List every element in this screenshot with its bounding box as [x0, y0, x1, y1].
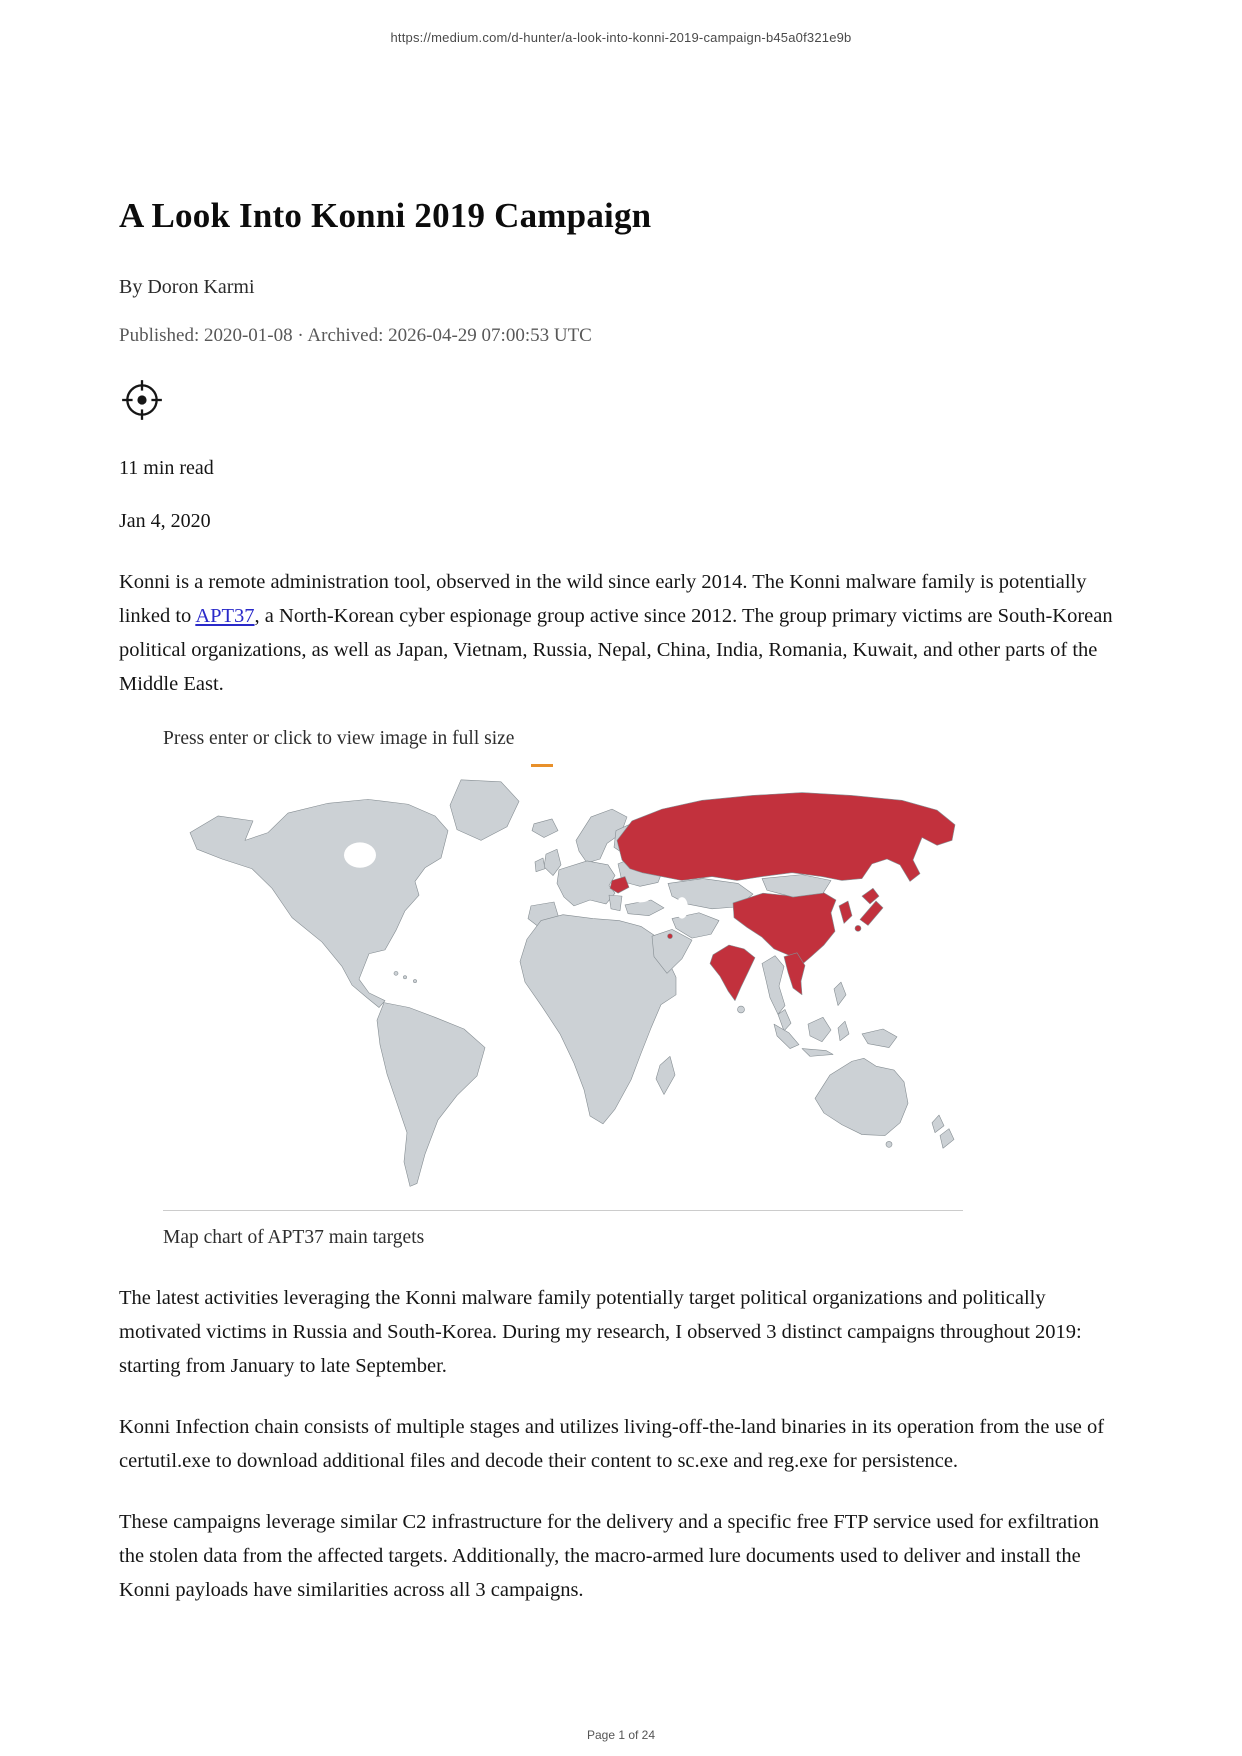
world-map-image[interactable] [163, 764, 963, 1211]
read-time: 11 min read [119, 457, 214, 479]
intro-text-after: , a North-Korean cyber espionage group active since 2012. The group primary victims are South-Korean political organizations, as well as Japan, Vietnam, Russia, Nepal, China, India, Romania, Kuwait, and other parts of the Middle East. [119, 605, 1113, 696]
apt37-link[interactable]: APT37 [195, 605, 255, 628]
intro-text-before: Konni is a remote administration tool, observed in the wild since early 2014. The Konni malware family is potentially linked to [119, 571, 1087, 628]
press-to-view-hint: Press enter or click to view image in full size [163, 728, 515, 750]
body-paragraph-2: Konni Infection chain consists of multiple stages and utilizes living-off-the-land binaries in its operation from the use of certutil.exe to download additional files and decode their content to sc.exe and reg.exe for persistence. [119, 1416, 1105, 1473]
author-byline: By Doron Karmi [119, 276, 255, 298]
intro-paragraph [119, 565, 1121, 701]
page-url: https://medium.com/d-hunter/a-look-into-konni-2019-campaign-b45a0f321e9b [390, 30, 852, 45]
world-map [163, 772, 963, 1202]
article-content [119, 196, 1121, 1634]
published-archived-line: Published: 2020-01-08 · Archived: 2026-04-29 07:00:53 UTC [119, 325, 592, 346]
accent-dash [531, 764, 553, 767]
figure-caption: Map chart of APT37 main targets [163, 1227, 425, 1249]
publish-date: Jan 4, 2020 [119, 510, 211, 532]
target-avatar-icon [119, 377, 165, 423]
landmass-gray-overlay [762, 875, 831, 897]
page-number: Page 1 of 24 [586, 1728, 656, 1742]
body-paragraph-3: These campaigns leverage similar C2 infrastructure for the delivery and a specific free FTP service used for exfiltration the stolen data from the affected targets. Additionally, the macro-armed lure documents used to deliver and install the Konni payloads have similarities across all 3 campaigns. [119, 1511, 1100, 1602]
article-title: A Look Into Konni 2019 Campaign [119, 196, 652, 235]
body-paragraph-1: The latest activities leveraging the Konni malware family potentially target political organizations and politically motivated victims in Russia and South-Korea. During my research, I observed 3 distinct campaigns throughout 2019: starting from January to late September. [119, 1287, 1082, 1378]
crosshair-icon [119, 377, 165, 423]
